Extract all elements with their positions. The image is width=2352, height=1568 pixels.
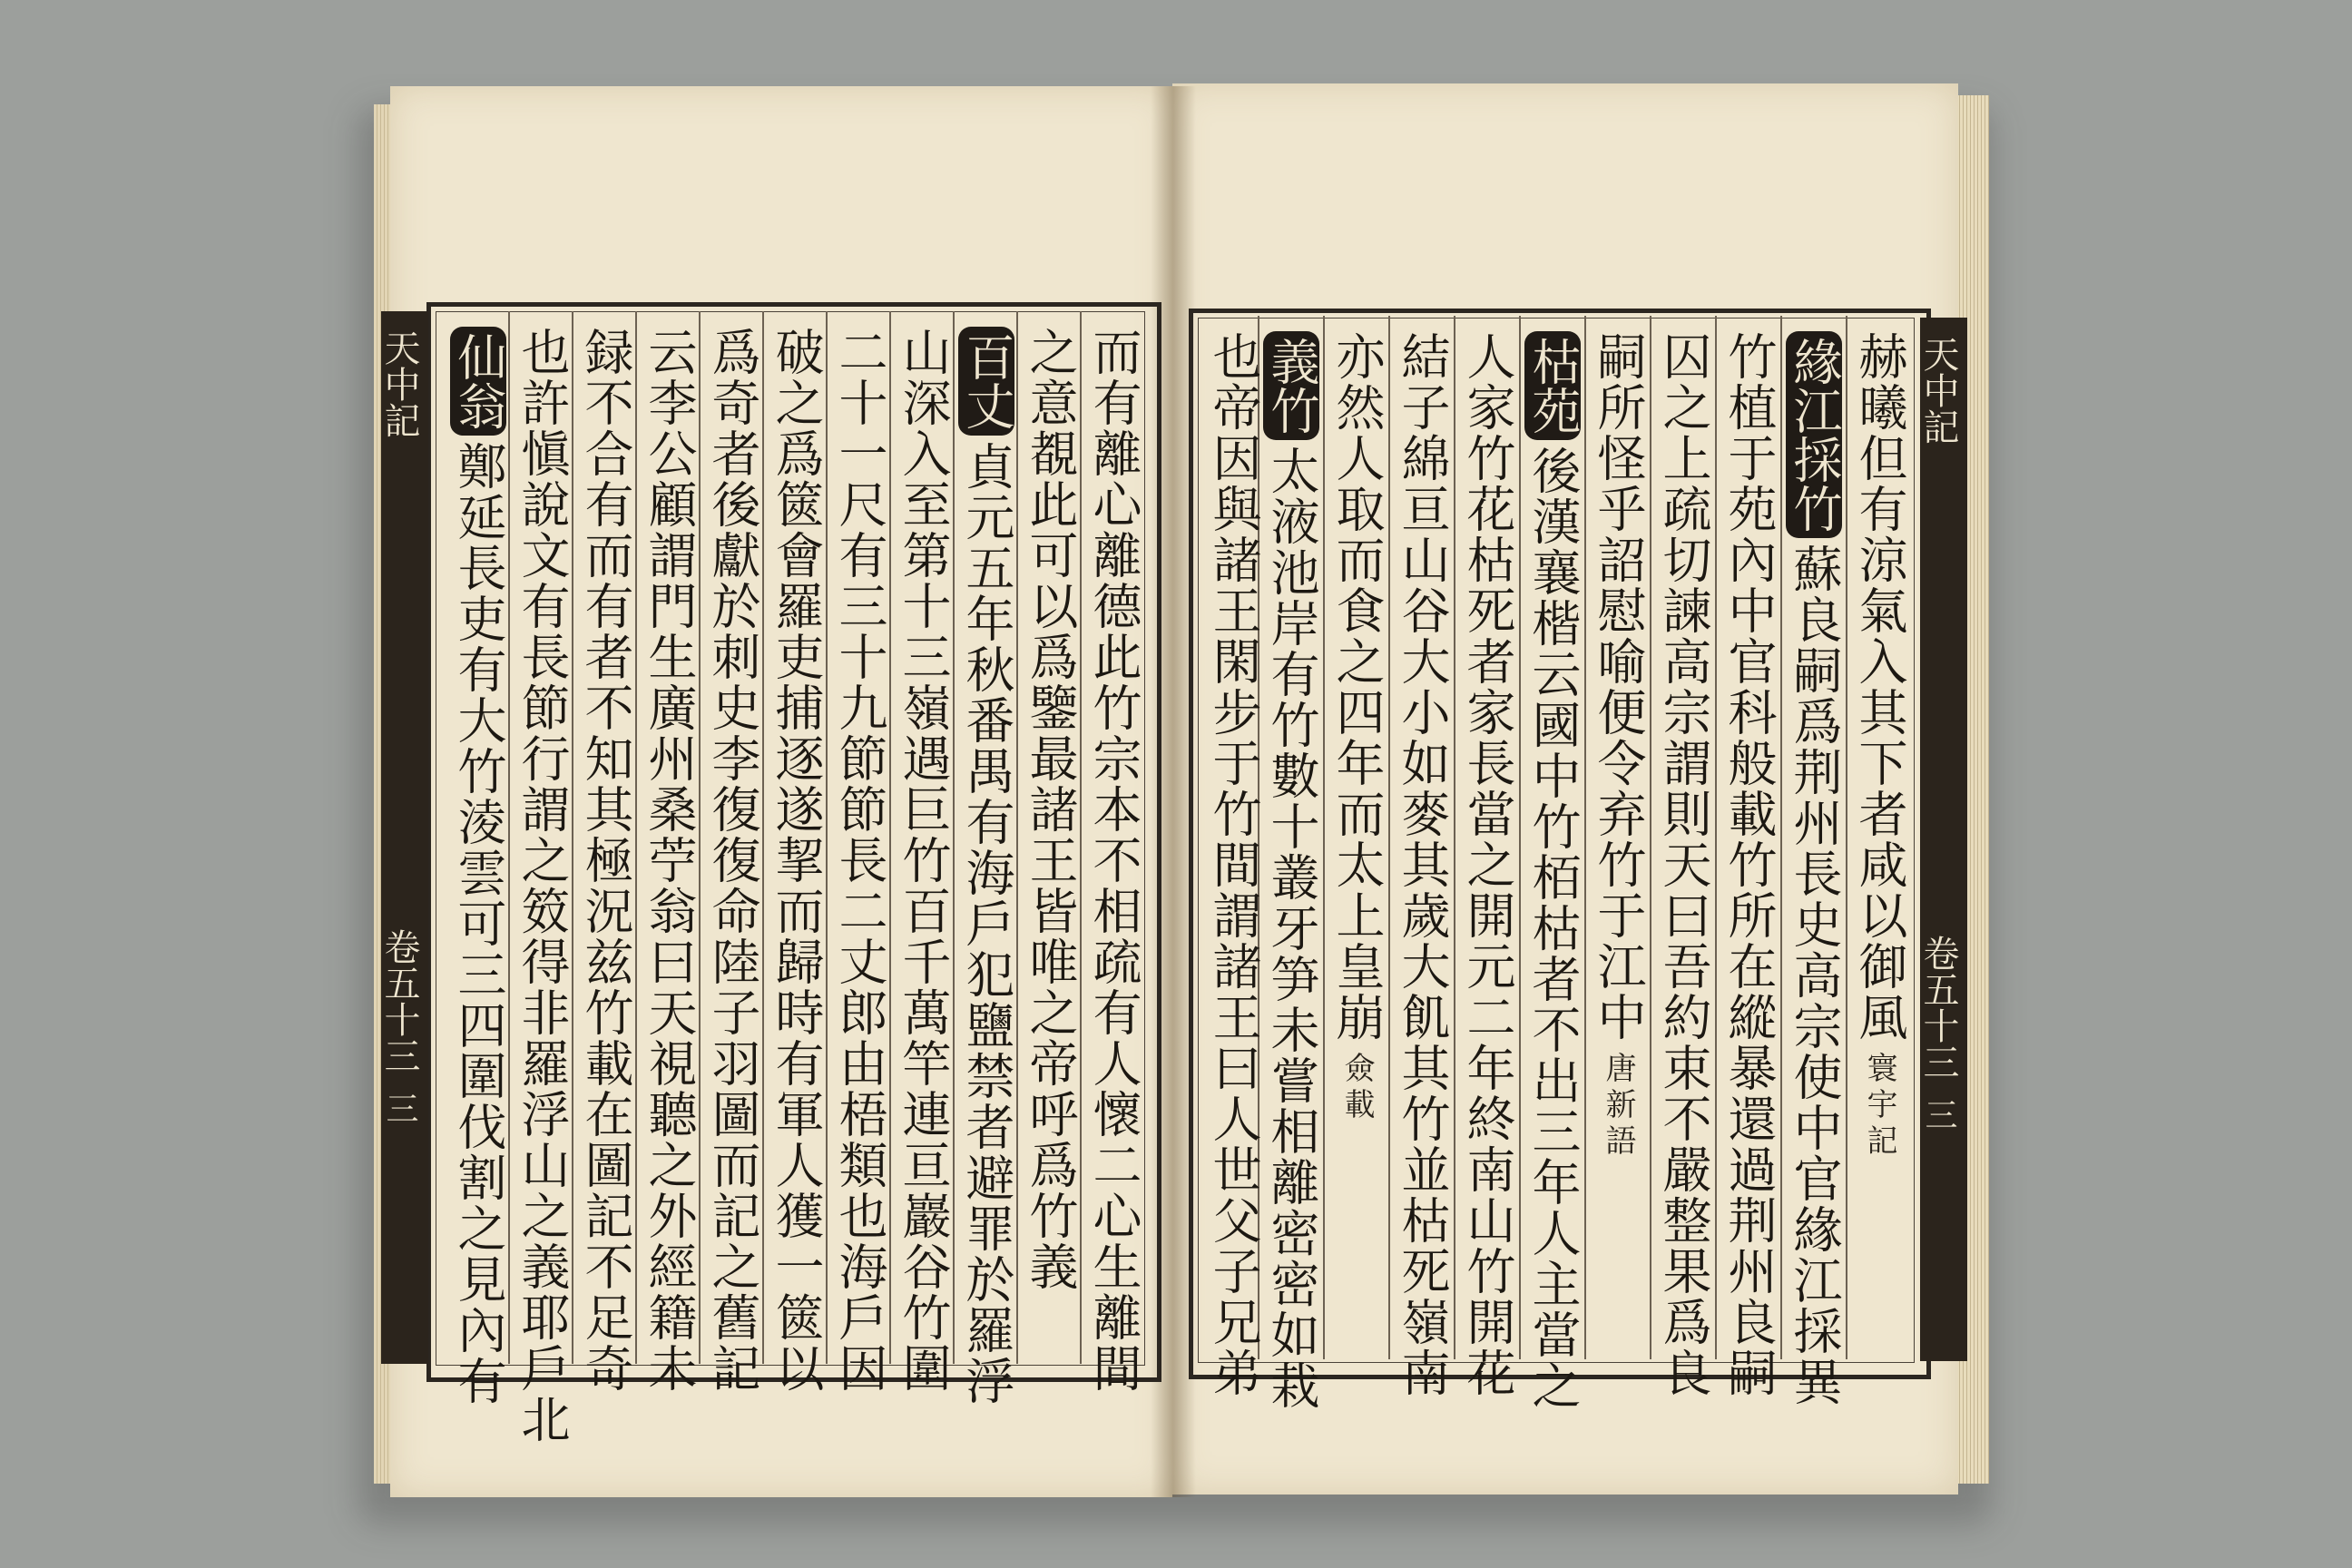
text-run: 爲奇者後獻於刺史李復復命陸子羽圖而記之舊記 <box>704 327 761 1394</box>
left-margin-volume: 卷五十三 <box>378 928 420 1073</box>
text-run: 嗣所怪乎詔慰喻便令弃竹于江中 <box>1590 331 1647 1043</box>
left-col-11 <box>450 327 506 1406</box>
entry-heading: 緣江採竹 <box>1786 331 1842 538</box>
right-col-1 <box>1851 331 1907 1161</box>
right-col-5 <box>1590 331 1646 1161</box>
text-run: 後漢襄楷云國中竹栢枯者不出三年人主當之 <box>1524 446 1582 1411</box>
column-divider <box>1846 316 1847 1359</box>
left-col-1 <box>1085 327 1142 1394</box>
column-divider <box>635 311 637 1364</box>
left-margin-title: 天中記 <box>378 329 420 438</box>
right-col-2 <box>1786 331 1842 1407</box>
source-note: 寰宇記 <box>1861 1052 1897 1161</box>
left-col-8 <box>641 327 697 1394</box>
column-divider <box>572 311 573 1364</box>
text-run: 山深入至第十三嶺遇巨竹百千萬竿連亘巖谷竹圍 <box>895 327 952 1394</box>
left-col-3 <box>958 327 1014 1406</box>
column-divider <box>1323 316 1325 1359</box>
text-run: 結子綿亘山谷大小如麥其歲大飢其竹並枯死嶺南 <box>1394 331 1451 1398</box>
column-divider <box>1016 311 1018 1364</box>
text-run: 二十一尺有三十九節節長二丈郎由梧類也海戶因 <box>831 327 888 1394</box>
left-margin-page: 三 <box>381 1092 418 1124</box>
right-col-10 <box>1263 331 1319 1411</box>
right-margin-title: 天中記 <box>1917 336 1959 445</box>
left-col-6 <box>768 327 824 1394</box>
entry-heading: 仙翁 <box>450 327 506 436</box>
right-col-6 <box>1524 331 1581 1411</box>
right-col-4 <box>1655 331 1711 1398</box>
text-run: 也許愼說文有長節行謂之笯得非羅浮山之義耶戶北 <box>514 327 571 1445</box>
text-run: 竹植于苑內中官科般載竹所在縱暴還過荆州良嗣 <box>1720 331 1778 1398</box>
entry-heading: 百丈 <box>958 327 1014 436</box>
entry-heading: 義竹 <box>1263 331 1319 440</box>
left-col-4 <box>895 327 951 1394</box>
left-col-9 <box>577 327 633 1394</box>
text-run: 破之爲篋會羅吏捕逐遂挈而歸時有軍人獲一篋以 <box>768 327 825 1394</box>
column-divider <box>1650 316 1651 1359</box>
text-run: 也帝因與諸王閑步于竹間謂諸王曰人世父子兄弟 <box>1205 331 1262 1398</box>
column-divider <box>1388 316 1390 1359</box>
text-run: 而有離心離德此竹宗本不相疏有人懷二心生離間 <box>1085 327 1142 1394</box>
column-divider <box>699 311 701 1364</box>
column-divider <box>889 311 891 1364</box>
text-run: 蘇良嗣爲荆州長史高宗使中官緣江採異 <box>1786 544 1843 1407</box>
column-divider <box>762 311 764 1364</box>
column-divider <box>1780 316 1782 1359</box>
right-col-9 <box>1328 331 1385 1124</box>
left-col-5 <box>831 327 887 1394</box>
text-run: 亦然人取而食之四年而太上皇崩 <box>1328 331 1386 1043</box>
text-run: 人家竹花枯死者家長當之開元二年終南山竹開花 <box>1459 331 1516 1398</box>
entry-heading: 枯苑 <box>1524 331 1581 440</box>
right-col-3 <box>1720 331 1777 1398</box>
source-note: 僉載 <box>1338 1052 1375 1124</box>
text-run: 録不合有而有者不知其極況兹竹載在圖記不足奇 <box>577 327 634 1394</box>
right-col-8 <box>1394 331 1450 1398</box>
column-divider <box>1715 316 1717 1359</box>
column-divider <box>826 311 828 1364</box>
column-divider <box>953 311 955 1364</box>
right-margin-volume: 卷五十三 <box>1917 935 1959 1080</box>
text-run: 貞元五年秋番禺有海戶犯鹽禁者避罪於羅浮 <box>958 441 1015 1406</box>
column-divider <box>1454 316 1455 1359</box>
column-divider <box>1584 316 1586 1359</box>
text-run: 太液池岸有竹數十叢牙笋未嘗相離密密如栽 <box>1263 446 1320 1411</box>
column-divider <box>508 311 510 1364</box>
left-fold-margin <box>378 311 428 1364</box>
source-note: 唐新語 <box>1600 1052 1636 1161</box>
column-divider <box>1080 311 1082 1364</box>
right-col-7 <box>1459 331 1515 1398</box>
text-run: 鄭延長吏有大竹淩雲可三四圍伐割之見內有 <box>450 441 507 1406</box>
right-fold-margin <box>1917 318 1967 1361</box>
text-run: 之意覩此可以爲鑒最諸王皆唯之帝呼爲竹義 <box>1022 327 1079 1292</box>
text-run: 赫曦但有涼氣入其下者咸以御風 <box>1851 331 1908 1043</box>
left-col-2 <box>1022 327 1078 1292</box>
column-divider <box>1519 316 1521 1359</box>
text-run: 云李公顧謂門生廣州桑苧翁曰天視聽之外經籍未 <box>641 327 698 1394</box>
left-col-7 <box>704 327 760 1394</box>
text-run: 囚之上疏切諫高宗謂則天曰吾約束不嚴整果爲良 <box>1655 331 1712 1398</box>
right-margin-page: 三 <box>1920 1098 1957 1131</box>
right-col-11 <box>1205 331 1261 1398</box>
left-col-10 <box>514 327 570 1445</box>
